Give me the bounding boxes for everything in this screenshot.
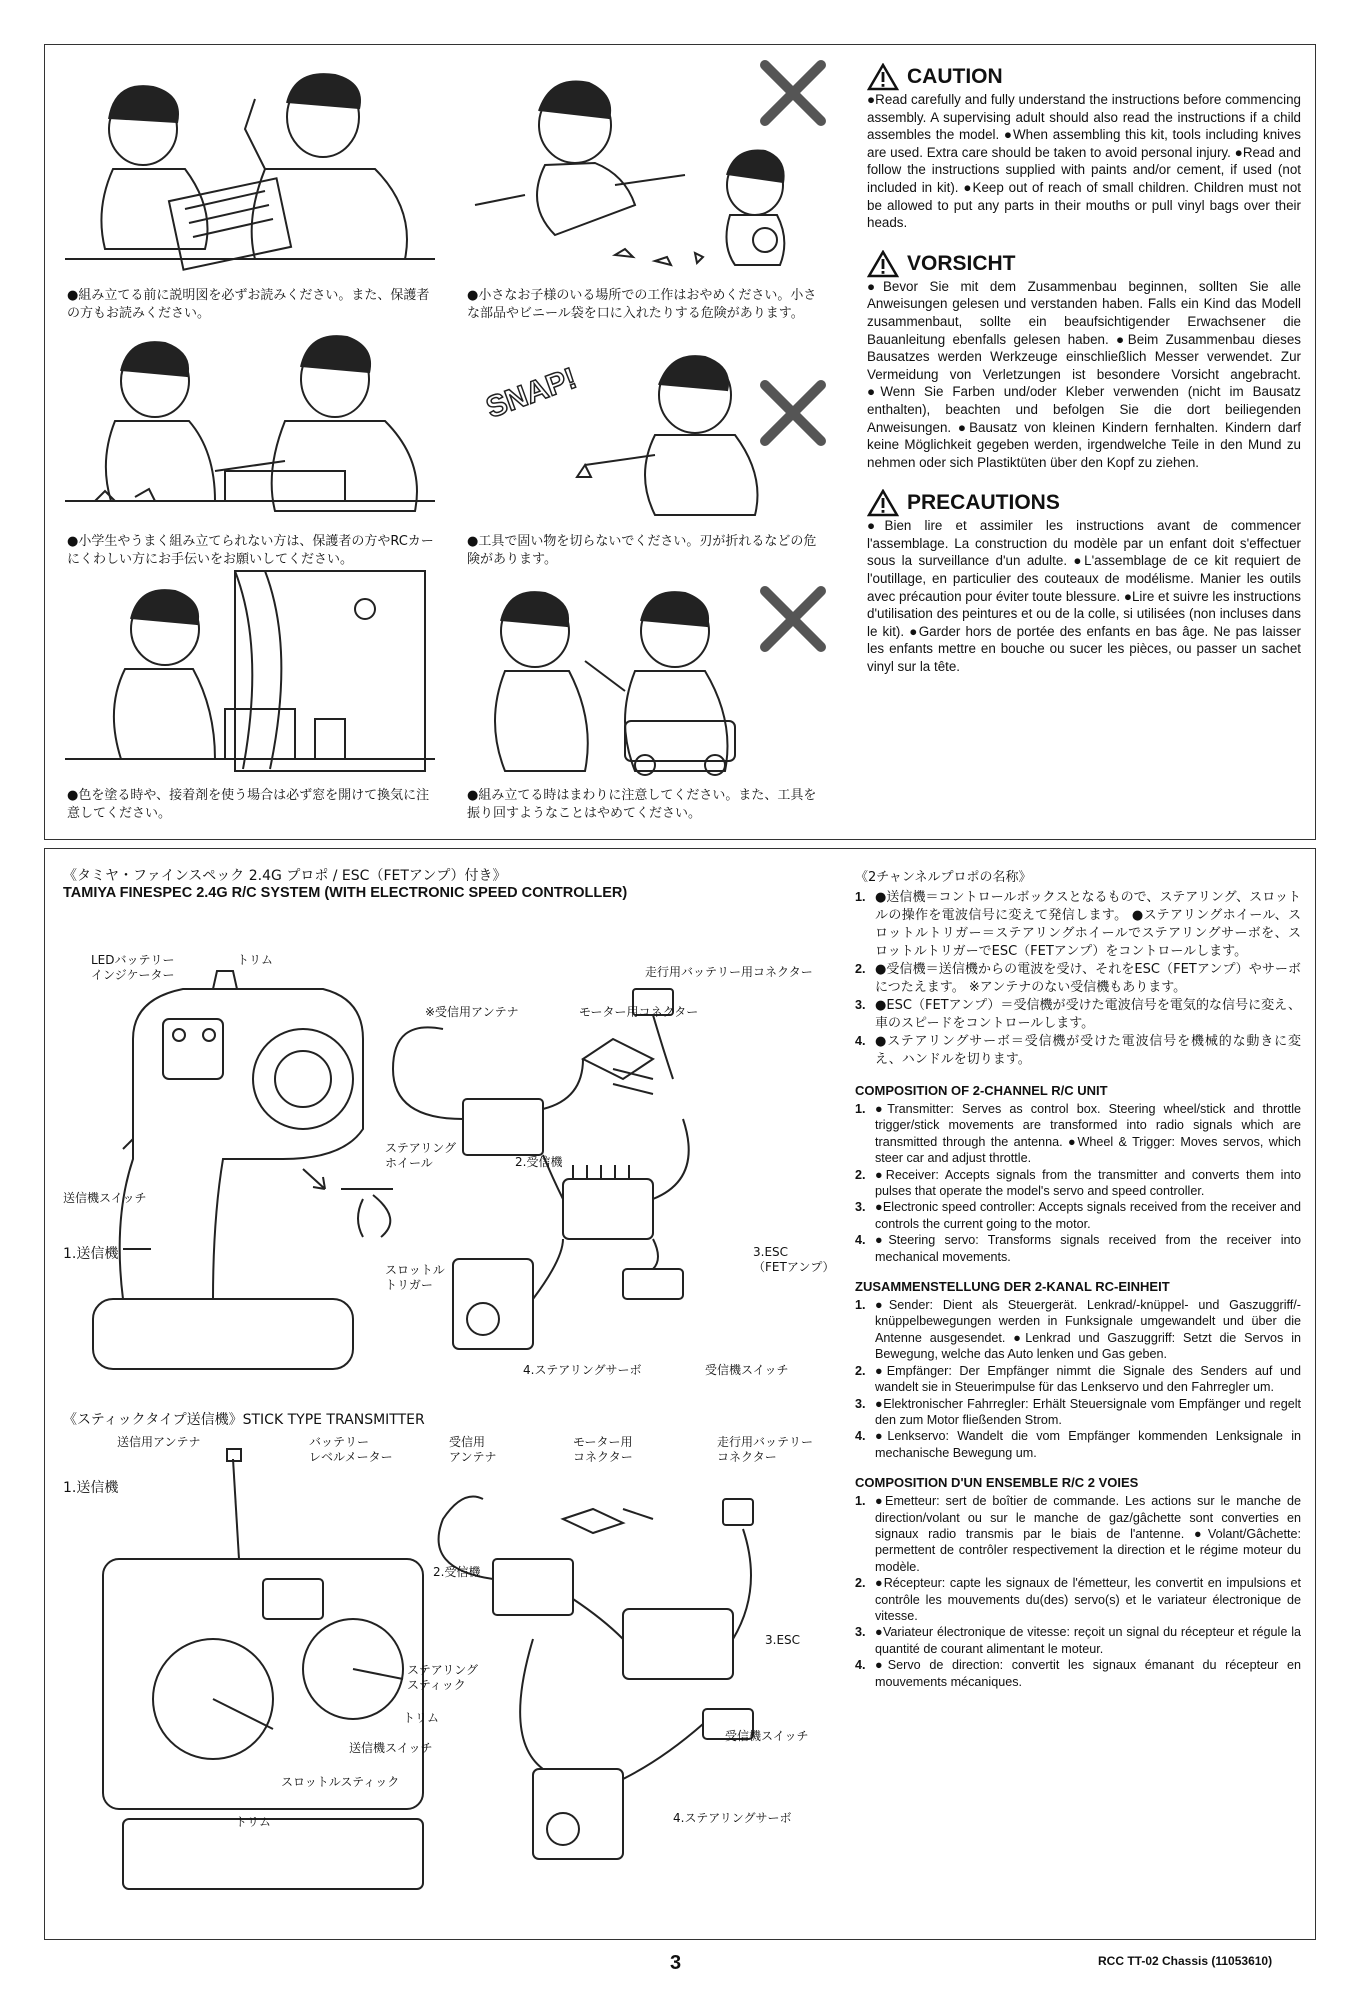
system-title-en: TAMIYA FINESPEC 2.4G R/C SYSTEM (WITH ELECTRONIC SPEED CONTROLLER) — [63, 885, 628, 901]
label-receiver: 2.受信機 — [515, 1155, 563, 1169]
list-item: 4. ●ステアリングサーボ＝受信機が受けた電波信号を機械的な動きに変え、ハンドルを切ります。 — [855, 1034, 1301, 1067]
label-receiver-2: 2.受信機 — [433, 1565, 481, 1579]
receiver-box — [463, 1099, 543, 1155]
list-item: 1. ●Transmitter: Serves as control box. Steering wheel/stick and throttle trigger/stick movements are transformed into radio signals which are transmitted through the antenna. ●Wheel & Trigger: Moves servos, which steer car and adjust throttle. — [855, 1102, 1301, 1166]
en-section-title: COMPOSITION OF 2-CHANNEL R/C UNIT — [855, 1083, 1108, 1098]
esc-box-2 — [623, 1609, 733, 1679]
illustration-ventilation — [65, 569, 435, 779]
label-throttle-trigger: スロットル トリガー — [385, 1263, 445, 1292]
esc-box — [563, 1179, 653, 1239]
system-title-jp: 《タミヤ・ファインスペック 2.4G プロポ / ESC（FETアンプ）付き》 — [63, 868, 507, 884]
list-item: 1. ●送信機＝コントロールボックスとなるもので、ステアリング、スロットルの操作を電波信号に変えて発信します。 ●ステアリングホイール、スロットルトリガー＝ステアリングホイールでステアリングサーボを、スロットルトリガーでESC（FETアンプ）をコントロールします。 — [855, 890, 1301, 959]
list-item: 2. ●Récepteur: capte les signaux de l'émetteur, les convertit en impulsions et contrôle les mouvements du(des) servo(s) et le variateur électronique de vitesse. — [855, 1576, 1301, 1623]
steering-servo-box-2 — [533, 1769, 623, 1859]
label-steering-wheel: ステアリング ホイール — [385, 1141, 457, 1170]
caption-2: ●小さなお子様のいる場所での工作はおやめください。小さな部品やビニール袋を口に入れたりする危険があります。 — [467, 288, 817, 321]
label-motor-connector-2: モーター用 コネクター — [573, 1435, 633, 1464]
label-esc-2: 3.ESC — [765, 1633, 801, 1647]
page-number: 3 — [670, 1952, 682, 1974]
de-section — [855, 1279, 1301, 1461]
illustration-small-children — [465, 55, 835, 287]
list-item: 1. ●Sender: Dient als Steuergerät. Lenkrad/-knüppel- und Gaszuggriff/- knüppelbewegungen werden in Funksignale umgewandelt und über die Antenne ausgesendet. ●Lenkrad und Gaszuggriff: Setzt die Servos in Bewegung, welche das Auto lenken und Gas geben. — [855, 1298, 1301, 1362]
label-servo-2: 4.ステアリングサーボ — [673, 1811, 792, 1825]
list-item: 4. ●Steering servo: Transforms signals received from the receiver into mechanical movements. — [855, 1233, 1301, 1264]
precautions-block — [867, 489, 1301, 675]
jp-list — [855, 889, 1301, 1069]
vorsicht-block — [867, 250, 1301, 472]
list-item: 2. ●Receiver: Accepts signals from the transmitter and converts them into pulses that operate the model's servo and speed controller. — [855, 1167, 1301, 1199]
label-battery-meter: バッテリー レベルメーター — [309, 1435, 393, 1464]
fr-section — [855, 1475, 1301, 1690]
label-rx-switch-2: 受信機スイッチ — [725, 1729, 809, 1743]
fr-section-title: COMPOSITION D'UN ENSEMBLE R/C 2 VOIES — [855, 1475, 1139, 1491]
list-item: 3. ●ESC（FETアンプ）＝受信機が受けた電波信号を電気的な信号に変え、車のスピードをコントロールします。 — [855, 998, 1301, 1031]
stick-title: 《スティックタイプ送信機》STICK TYPE TRANSMITTER — [63, 1412, 425, 1428]
label-esc: 3.ESC （FETアンプ） — [753, 1245, 835, 1274]
caption-3: ●小学生やうまく組み立てられない方は、保護者の方やRCカーにくわしい方にお手伝いをお願いしてください。 — [67, 534, 434, 567]
list-item: 4. ●Lenkservo: Wandelt die vom Empfänger kommenden Lenksignale in mechanische Bewegung um. — [855, 1429, 1301, 1460]
receiver-switch-box — [623, 1269, 683, 1299]
caption-5: ●色を塗る時や、接着剤を使う場合は必ず窓を開けて換気に注意してください。 — [67, 788, 430, 821]
wheel-transmitter-system-diagram — [63, 919, 883, 1389]
list-item: 1. ●Emetteur: sert de boîtier de commande. Les actions sur le manche de direction/volant ou sur le manche de gaz/gâchette sont converties en signaux radio transmis par le biais de l'antenne. ●Volant/Gâchette: permettent de contrôler respectivement la direction et le régime moteur du modèle. — [855, 1494, 1301, 1574]
list-item: 3. ●Electronic speed controller: Accepts signals received from the receiver and controls the current going to the motor. — [855, 1200, 1301, 1231]
label-receiver-antenna: ※受信用アンテナ — [425, 1005, 519, 1019]
illustration-snap-knife — [465, 315, 835, 521]
jp-section-title: 《2チャンネルプロポの名称》 — [855, 870, 1032, 885]
steering-servo-box — [453, 1259, 533, 1349]
list-item: 2. ●受信機＝送信機からの電波を受け、それをESC（FETアンプ）やサーボにつたえます。 ※アンテナのない受信機もあります。 — [855, 962, 1301, 995]
prohibited-mark-icon-1 — [765, 65, 821, 121]
caution-text: ●Read carefully and fully understand the instructions before commencing assembly. A supervising adult should also read the instructions if a child assembles the model. ●When assembling this kit, tools including knives are used. Extra care should be taken to avoid personal injury. ●Read and follow the instructions supplied with paints and/or cement, if used (not included in kit). ●Keep out of reach of small children. Children must not be allowed to put any parts in their mouths or pull vinyl bags over their heads. — [867, 92, 1301, 231]
de-section-title: ZUSAMMENSTELLUNG DER 2-KANAL RC-EINHEIT — [855, 1279, 1170, 1295]
jp-section — [855, 869, 1301, 1069]
composition-column — [855, 869, 1301, 1690]
label-tx-switch-2: 送信機スイッチ — [349, 1741, 433, 1755]
warnings-column — [867, 63, 1301, 676]
label-throttle-stick: スロットルスティック — [281, 1775, 400, 1789]
caution-title: CAUTION — [907, 65, 1003, 88]
en-section — [855, 1083, 1301, 1265]
illustration-parent-help — [65, 321, 435, 521]
illustration-tool-swing — [465, 571, 835, 781]
caption-6: ●組み立てる時はまわりに注意してください。また、工具を振り回すようなことはやめてください。 — [467, 788, 817, 821]
label-transmitter-2: 1.送信機 — [63, 1480, 119, 1496]
vorsicht-text: ●Bevor Sie mit dem Zusammenbau beginnen, sollten Sie alle Anweisungen gelesen und verstanden haben. Falls ein Kind das Modell zusammenbaut, sollte ein beaufsichtigender Erwachsener die Bauanleitung ebenfalls gelesen haben. ●Beim Zusammenbau dieses Bausatzes werden Werkzeuge einschließlich Messer verwendet. Zur Vermeidung von Verletzungen ist besondere Vorsicht angebracht. ●Wenn Sie Farben und/oder Kleber verwenden (nicht im Bausatz enthalten), beachten und befolgen Sie die dort beiliegenden Anweisungen. ●Bausatz von kleinen Kindern fernhalten. Kindern darf keine Möglichkeit gegeben werden, irgendwelche Teile in den Mund zu nehmen oder sich Plastiktüten über den Kopf zu ziehen. — [867, 278, 1301, 470]
label-receiver-switch: 受信機スイッチ — [705, 1363, 789, 1377]
snap-text: SNAP! — [481, 361, 581, 425]
label-led-indicator: LEDバッテリー インジケーター — [91, 953, 175, 982]
vorsicht-title: VORSICHT — [907, 251, 1016, 275]
prohibited-mark-icon-2 — [765, 385, 821, 441]
doc-reference: RCC TT-02 Chassis (11053610) — [1098, 1954, 1273, 1968]
label-steering-servo: 4.ステアリングサーボ — [523, 1363, 642, 1377]
caption-1: ●組み立てる前に説明図を必ずお読みください。また、保護者の方もお読みください。 — [67, 288, 430, 321]
label-transmitter-switch: 送信機スイッチ — [63, 1191, 147, 1205]
list-item: 3. ●Variateur électronique de vitesse: reçoit un signal du récepteur et régule la quantité de courant alimentant le moteur. — [855, 1625, 1301, 1656]
label-steering-stick: ステアリング スティック — [407, 1663, 479, 1692]
label-tx-antenna: 送信用アンテナ — [117, 1435, 201, 1449]
label-motor-connector: モーター用コネクター — [579, 1005, 699, 1019]
caution-block — [867, 63, 1301, 232]
list-item: 3. ●Elektronischer Fahrregler: Erhält Steuersignale vom Empfänger und regelt den zum Motor fließenden Strom. — [855, 1396, 1301, 1427]
steering-wheel — [253, 1029, 353, 1129]
warning-triangle-icon — [867, 63, 899, 91]
caption-4: ●工具で固い物を切らないでください。刃が折れるなどの危険があります。 — [467, 534, 817, 567]
list-item: 4. ●Servo de direction: convertit les signaux émanant du récepteur en mouvements mécaniques. — [855, 1658, 1301, 1689]
rc-system-panel — [44, 848, 1316, 1940]
label-battery-connector: 走行用バッテリー用コネクター — [645, 965, 813, 979]
receiver-box-2 — [493, 1559, 573, 1615]
illustration-reading-instructions — [65, 59, 435, 279]
list-item: 2. ●Empfänger: Der Empfänger nimmt die Signale des Senders auf und wandelt sie in Steuerimpulse für das Lenkservo und den Fahrregler um. — [855, 1363, 1301, 1395]
warning-triangle-icon — [867, 250, 899, 278]
warning-triangle-icon — [867, 489, 899, 517]
label-rx-antenna-2: 受信用 アンテナ — [449, 1435, 497, 1464]
prohibited-mark-icon-3 — [765, 591, 821, 647]
label-trim-1: トリム — [403, 1711, 440, 1725]
label-trim-2: トリム — [235, 1815, 272, 1829]
label-transmitter: 1.送信機 — [63, 1246, 119, 1262]
safety-panel — [44, 44, 1316, 840]
label-trim: トリム — [237, 953, 274, 967]
label-battery-connector-2: 走行用バッテリー コネクター — [717, 1435, 814, 1464]
precautions-text: ●Bien lire et assimiler les instructions avant de commencer l'assemblage. La construction du modèle par un enfant doit s'effectuer sous la surveillance d'un adulte. ●L'assemblage de ce kit requiert de l'outillage, en particulier des couteaux de modélisme. Manier les outils avec précaution pour éviter toute blessure. ●Lire et suivre les instructions d'utilisation des peintures et ou de la colle, si utilisées (non incluses dans le kit). ●Garder hors de portée des enfants en bas âge. Ne pas laisser les enfants mettre en bouche ou sucer les pièces, ou passer un sachet vinyl sur la tête. — [867, 518, 1301, 675]
transmitter-base — [93, 1299, 353, 1369]
precautions-title: PRECAUTIONS — [907, 491, 1060, 515]
